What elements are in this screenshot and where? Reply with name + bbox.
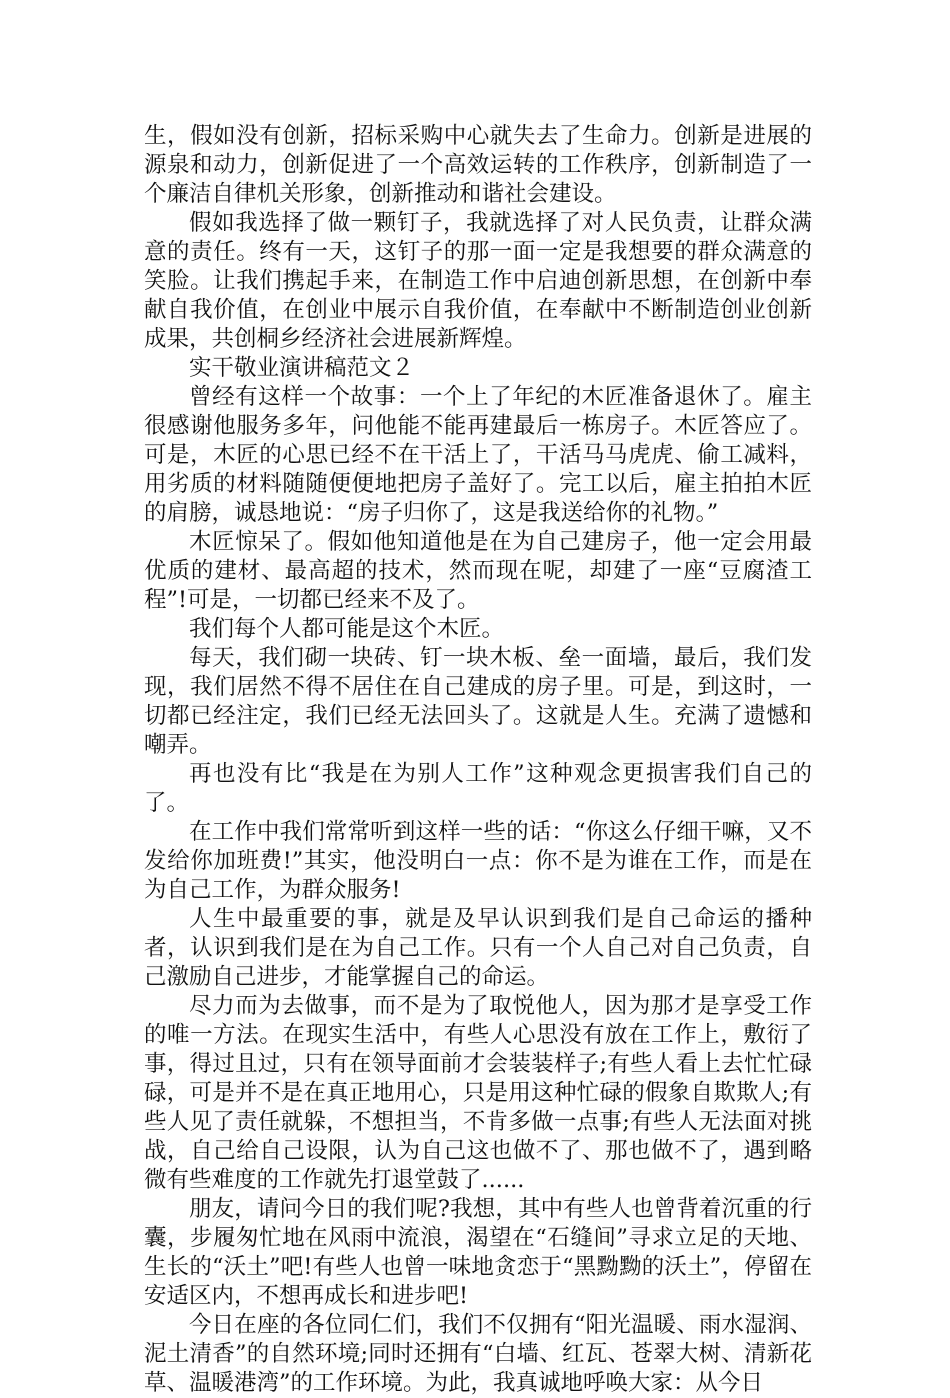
paragraph: 今日在座的各位同仁们，我们不仅拥有“阳光温暖、雨水湿润、泥土清香”的自然环境;同时还拥有“白墙、红瓦、苍翠大树、清新花草、温暖港湾”的工作环境。为此，我真诚地呼唤大家：从今日 xyxy=(144,1312,812,1396)
paragraph: 每天，我们砌一块砖、钉一块木板、垒一面墙，最后，我们发现，我们居然不得不居住在自己建成的房子里。可是，到这时，一切都已经注定，我们已经无法回头了。这就是人生。充满了遗憾和嘲弄。 xyxy=(144,645,812,758)
paragraph: 朋友，请问今日的我们呢?我想，其中有些人也曾背着沉重的行囊，步履匆忙地在风雨中流浪，渴望在“石缝间”寻求立足的天地、生长的“沃土”吧!有些人也曾一味地贪恋于“黑黝黝的沃土”，停留在安适区内，不想再成长和进步吧! xyxy=(144,1196,812,1309)
document-body xyxy=(144,122,812,1398)
section-heading: 实干敬业演讲稿范文２ xyxy=(189,355,415,381)
paragraph: 假如我选择了做一颗钉子，我就选择了对人民负责，让群众满意的责任。终有一天，这钉子的那一面一定是我想要的群众满意的笑脸。让我们携起手来，在制造工作中启迪创新思想，在创新中奉献自我价值，在创业中展示自我价值，在奉献中不断制造创业创新成果，共创桐乡经济社会进展新辉煌。 xyxy=(144,210,812,352)
paragraph: 再也没有比“我是在为别人工作”这种观念更损害我们自己的了。 xyxy=(144,761,812,816)
paragraph-continued: 生，假如没有创新，招标采购中心就失去了生命力。创新是进展的源泉和动力，创新促进了一个高效运转的工作秩序，创新制造了一个廉洁自律机关形象，创新推动和谐社会建设。 xyxy=(144,123,812,207)
paragraph: 我们每个人都可能是这个木匠。 xyxy=(189,616,505,642)
paragraph: 在工作中我们常常听到这样一些的话：“你这么仔细干嘛，又不发给你加班费!”其实，他没明白一点：你不是为谁在工作，而是在为自己工作，为群众服务! xyxy=(144,819,812,903)
paragraph: 木匠惊呆了。假如他知道他是在为自己建房子，他一定会用最优质的建材、最高超的技术，然而现在呢，却建了一座“豆腐渣工程”!可是，一切都已经来不及了。 xyxy=(144,529,812,613)
paragraph: 尽力而为去做事，而不是为了取悦他人，因为那才是享受工作的唯一方法。在现实生活中，有些人心思没有放在工作上，敷衍了事，得过且过，只有在领导面前才会装装样子;有些人看上去忙忙碌碌，可是并不是在真正地用心，只是用这种忙碌的假象自欺欺人;有些人见了责任就躲，不想担当，不肯多做一点事;有些人无法面对挑战，自己给自己设限，认为自己这也做不了、那也做不了，遇到略微有些难度的工作就先打退堂鼓了...... xyxy=(144,993,812,1193)
paragraph: 人生中最重要的事，就是及早认识到我们是自己命运的播种者，认识到我们是在为自己工作。只有一个人自己对自己负责，自己激励自己进步，才能掌握自己的命运。 xyxy=(144,906,812,990)
paragraph: 曾经有这样一个故事：一个上了年纪的木匠准备退休了。雇主很感谢他服务多年，问他能不能再建最后一栋房子。木匠答应了。可是，木匠的心思已经不在干活上了，干活马马虎虎、偷工减料，用劣质的材料随随便便地把房子盖好了。完工以后，雇主拍拍木匠的肩膀，诚恳地说：“房子归你了，这是我送给你的礼物。” xyxy=(144,384,812,526)
